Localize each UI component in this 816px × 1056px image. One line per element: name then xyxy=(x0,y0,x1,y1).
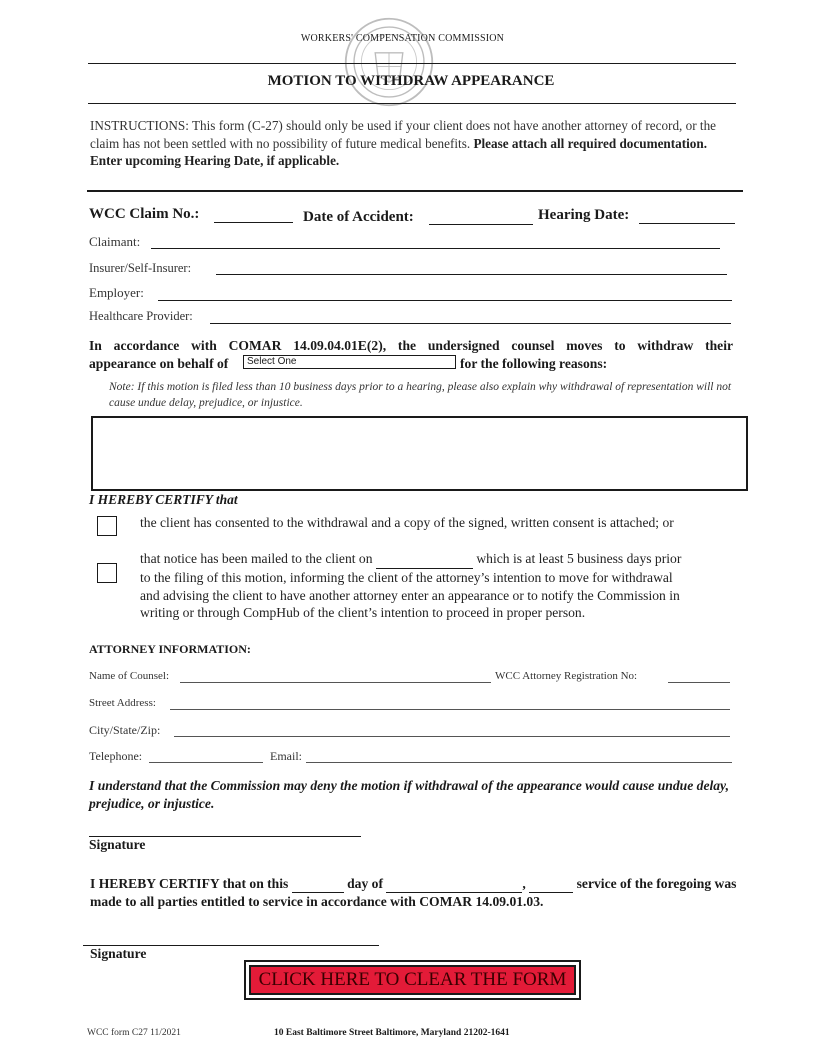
section-rule xyxy=(87,190,743,192)
footer-address: 10 East Baltimore Street Baltimore, Maryland 21202-1641 xyxy=(274,1028,510,1038)
notice-date-field[interactable] xyxy=(376,550,473,569)
claimant-field[interactable] xyxy=(151,248,720,249)
commission-seal-icon xyxy=(343,16,435,108)
attorney-heading: ATTORNEY INFORMATION: xyxy=(89,642,251,656)
party-select[interactable]: Select One xyxy=(243,355,456,369)
clear-form-button[interactable]: CLICK HERE TO CLEAR THE FORM xyxy=(249,965,576,995)
signature-1-label: Signature xyxy=(89,837,146,852)
hearing-date-field[interactable] xyxy=(639,223,735,224)
city-label: City/State/Zip: xyxy=(89,723,161,737)
form-id: WCC form C27 11/2021 xyxy=(87,1028,181,1038)
street-label: Street Address: xyxy=(89,697,156,709)
motion-line-2b: for the following reasons: xyxy=(460,356,608,371)
option-2-text-b: which is at least 5 business days prior xyxy=(476,551,682,566)
option-2-line-2: to the filing of this motion, informing the client of the attorney’s intention to move for withdrawal xyxy=(140,569,673,585)
motion-line-1: In accordance with COMAR 14.09.04.01E(2), the undersigned counsel moves to withdraw their xyxy=(89,338,733,353)
accident-label: Date of Accident: xyxy=(303,209,414,225)
healthcare-field[interactable] xyxy=(210,323,731,324)
email-field[interactable] xyxy=(306,762,732,763)
insurer-field[interactable] xyxy=(216,274,727,275)
service-month-field[interactable] xyxy=(386,876,522,893)
telephone-label: Telephone: xyxy=(89,749,143,763)
header-rule-top xyxy=(88,63,736,64)
hearing-label: Hearing Date: xyxy=(538,207,630,223)
telephone-field[interactable] xyxy=(149,762,263,763)
service-day-field[interactable] xyxy=(292,876,344,893)
reasons-textbox[interactable] xyxy=(91,416,748,491)
claim-no-field[interactable] xyxy=(214,222,293,223)
option-2-line-4: writing or through CompHub of the client’s intention to proceed in proper person. xyxy=(140,605,586,621)
certify-heading: I HEREBY CERTIFY that xyxy=(89,492,238,507)
understand-statement: I understand that the Commission may deny the motion if withdrawal of the appearance would cause undue delay, prejudice, or injustice. xyxy=(89,778,729,811)
option-2-line-1 xyxy=(140,550,740,569)
consent-checkbox[interactable] xyxy=(97,516,117,536)
city-field[interactable] xyxy=(174,736,730,737)
instructions-text: INSTRUCTIONS: This form (C-27) should only be used if your client does not have another attorney of record, or the claim has not been settled with no possibility of future medical benefits. xyxy=(90,118,717,151)
accident-date-field[interactable] xyxy=(429,224,533,225)
option-2-text-a: that notice has been mailed to the client on xyxy=(140,551,373,566)
counsel-name-field[interactable] xyxy=(180,682,491,683)
header-rule-bottom xyxy=(88,103,736,104)
signature-2-label: Signature xyxy=(90,946,147,961)
service-text-d: service of the foregoing was xyxy=(576,876,737,891)
notice-checkbox[interactable] xyxy=(97,563,117,583)
healthcare-label: Healthcare Provider: xyxy=(89,309,193,323)
agency-name: WORKERS' COMPENSATION COMMISSION xyxy=(300,33,505,44)
instructions-bold: Please attach all required documentation. Enter upcoming Hearing Date, if applicable. xyxy=(90,135,708,168)
service-line-2: made to all parties entitled to service in accordance with COMAR 14.09.01.03. xyxy=(90,894,544,909)
insurer-label: Insurer/Self-Insurer: xyxy=(89,261,192,275)
certify-option-1: the client has consented to the withdrawal and a copy of the signed, written consent is attached; or xyxy=(140,515,674,530)
counsel-name-label: Name of Counsel: xyxy=(89,670,170,682)
service-line-1 xyxy=(90,876,736,893)
service-text-c: , xyxy=(522,876,526,891)
claim-no-label: WCC Claim No.: xyxy=(89,206,200,222)
option-2-line-3: and advising the client to have another attorney enter an appearance or to notify the Commission in xyxy=(140,587,680,603)
claimant-label: Claimant: xyxy=(89,234,141,249)
certify-option-2 xyxy=(140,550,740,622)
email-label: Email: xyxy=(270,749,302,763)
motion-line-2a: appearance on behalf of xyxy=(89,356,229,371)
instructions xyxy=(90,117,740,170)
motion-note: Note: If this motion is filed less than 10 business days prior to a hearing, please also explain why withdrawal of representation will not cause undue delay, prejudice, or injustice. xyxy=(109,381,732,409)
service-year-field[interactable] xyxy=(529,876,573,893)
street-field[interactable] xyxy=(170,709,730,710)
employer-label: Employer: xyxy=(89,285,144,300)
service-text-a: I HEREBY CERTIFY that on this xyxy=(90,876,289,891)
registration-field[interactable] xyxy=(668,682,730,683)
form-title: MOTION TO WITHDRAW APPEARANCE xyxy=(267,73,555,89)
registration-label: WCC Attorney Registration No: xyxy=(495,670,638,682)
employer-field[interactable] xyxy=(158,300,732,301)
service-text-b: day of xyxy=(347,876,384,891)
